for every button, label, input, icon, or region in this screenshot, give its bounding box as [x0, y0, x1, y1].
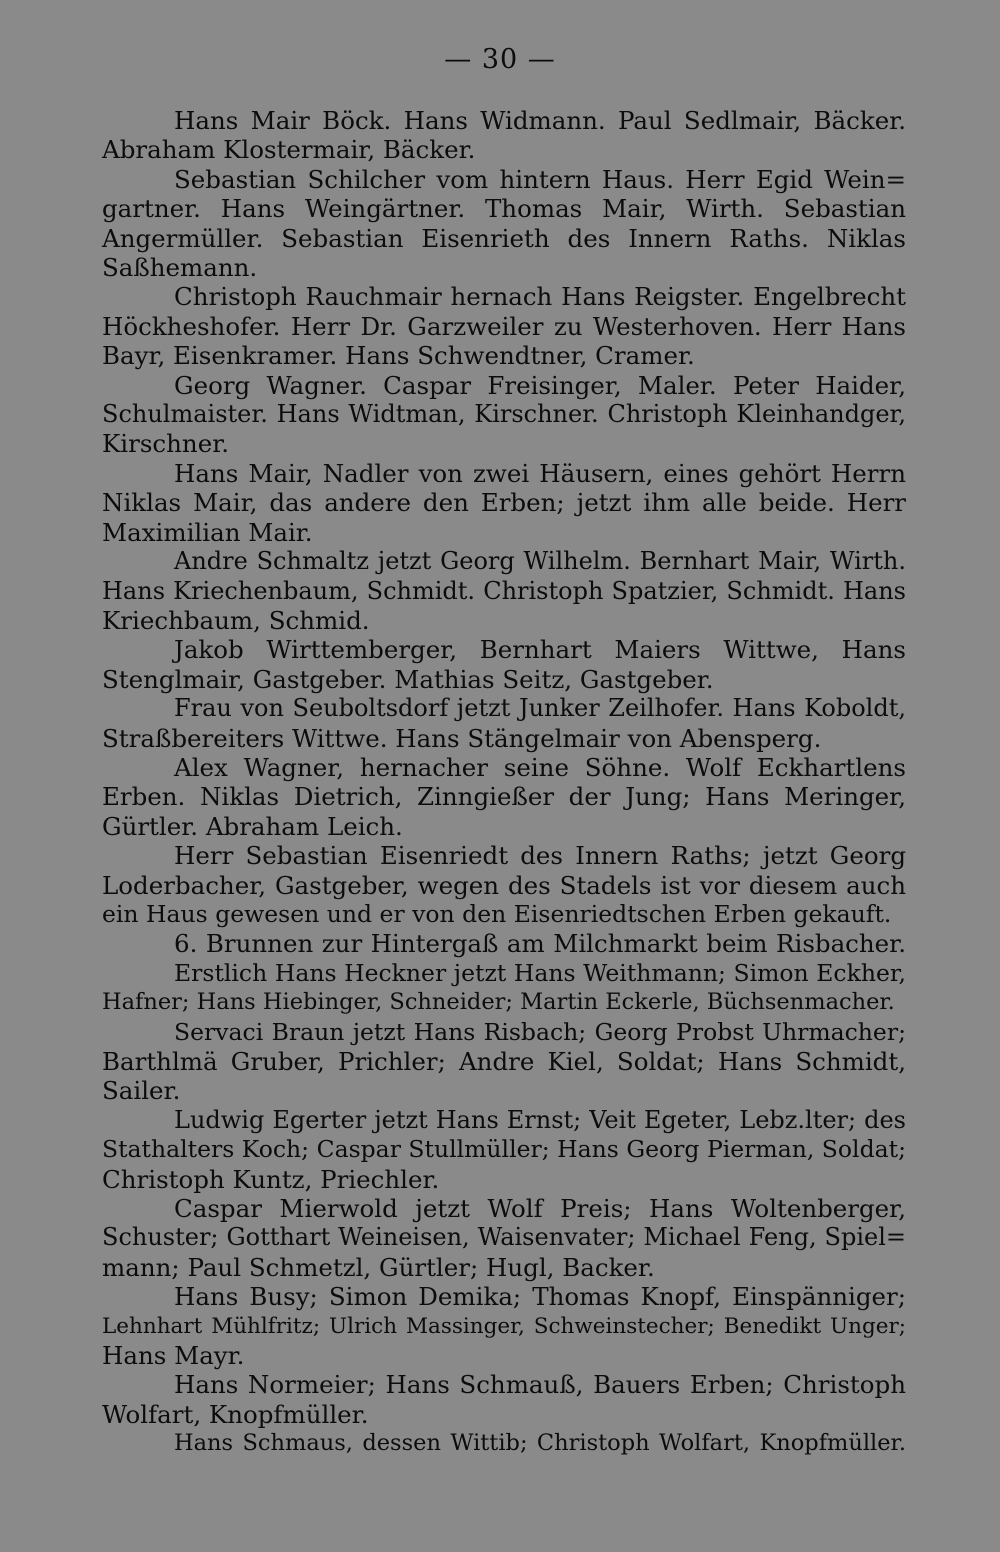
paragraph	[102, 753, 906, 841]
paragraph	[102, 959, 906, 1018]
paragraph	[102, 694, 906, 753]
paragraph	[102, 1282, 906, 1370]
paragraph	[102, 635, 906, 694]
text-line: Erstlich Hans Heckner jetzt Hans Weithmann; Simon Eckher,	[174, 958, 906, 987]
text-line: Kriechbaum, Schmid.	[102, 605, 370, 635]
text-line: Caspar Mierwold jetzt Wolf Preis; Hans Woltenberger,	[174, 1194, 906, 1224]
text-line: Georg Wagner. Caspar Freisinger, Maler. Peter Haider,	[174, 370, 906, 400]
text-line: Loderbacher, Gastgeber, wegen des Stadels ist vor diesem auch	[102, 870, 906, 900]
paragraph	[102, 1370, 906, 1429]
text-line: Hans Mair, Nadler von zwei Häusern, eines gehört Herrn	[174, 458, 906, 488]
paragraph	[102, 1429, 906, 1458]
text-line: Hans Schmaus, dessen Wittib; Christoph Wolfart, Knopfmüller.	[174, 1430, 906, 1457]
paragraph	[102, 459, 906, 547]
text-line: Christoph Kuntz, Priechler.	[102, 1164, 440, 1194]
text-line: Maximilian Mair.	[102, 517, 313, 547]
text-line: Barthlmä Gruber, Prichler; Andre Kiel, Soldat; Hans Schmidt,	[102, 1047, 906, 1076]
text-line: Christoph Rauchmair hernach Hans Reigster. Engelbrecht	[174, 282, 906, 312]
text-line: Herr Sebastian Eisenriedt des Innern Raths; jetzt Georg	[174, 841, 906, 871]
paragraph	[102, 1194, 906, 1282]
text-line: Hans Normeier; Hans Schmauß, Bauers Erben; Christoph	[174, 1370, 906, 1400]
text-line: Sebastian Schilcher vom hintern Haus. Herr Egid Wein=	[174, 164, 906, 194]
text-line: Abraham Klostermair, Bäcker.	[102, 135, 476, 165]
paragraph	[102, 1106, 906, 1194]
paragraph	[102, 547, 906, 635]
text-line: Hans Kriechenbaum, Schmidt. Christoph Spatzier, Schmidt. Hans	[102, 576, 906, 605]
text-line: Stenglmair, Gastgeber. Mathias Seitz, Gastgeber.	[102, 664, 714, 694]
paragraph	[102, 106, 906, 165]
text-line: Hafner; Hans Hiebinger, Schneider; Martin Eckerle, Büchsenmacher.	[102, 989, 895, 1016]
text-line: Frau von Seuboltsdorf jetzt Junker Zeilhofer. Hans Koboldt,	[174, 694, 906, 723]
text-line: Angermüller. Sebastian Eisenrieth des Innern Raths. Niklas	[102, 223, 906, 253]
paragraph	[102, 1018, 906, 1106]
text-line: Hans Mair Böck. Hans Widmann. Paul Sedlmair, Bäcker.	[174, 106, 906, 135]
paragraph	[102, 371, 906, 459]
text-line: Gürtler. Abraham Leich.	[102, 811, 403, 841]
text-line: Ludwig Egerter jetzt Hans Ernst; Veit Egeter, Lebz.lter; des	[174, 1105, 906, 1134]
paragraph	[102, 929, 906, 958]
text-line: Hans Mayr.	[102, 1341, 245, 1371]
paragraph	[102, 841, 906, 929]
page-number: — 30 —	[444, 44, 556, 75]
text-line: 6. Brunnen zur Hintergaß am Milchmarkt beim Risbacher.	[174, 929, 906, 959]
text-line: Erben. Niklas Dietrich, Zinngießer der Jung; Hans Meringer,	[102, 782, 906, 812]
text-line: mann; Paul Schmetzl, Gürtler; Hugl, Backer.	[102, 1252, 655, 1282]
text-line: Saßhemann.	[102, 253, 258, 283]
text-line: Sailer.	[102, 1076, 181, 1106]
text-line: Lehnhart Mühlfritz; Ulrich Massinger, Schweinstecher; Benedikt Unger;	[102, 1313, 906, 1339]
text-line: Stathalters Koch; Caspar Stullmüller; Hans Georg Pierman, Soldat;	[102, 1135, 906, 1164]
text-line: Schulmaister. Hans Widtman, Kirschner. Christoph Kleinhandger,	[102, 400, 906, 429]
text-line: Bayr, Eisenkramer. Hans Schwendtner, Cramer.	[102, 341, 695, 371]
text-line: Niklas Mair, das andere den Erben; jetzt ihm alle beide. Herr	[102, 488, 906, 518]
body-text	[102, 106, 906, 1459]
text-line: Servaci Braun jetzt Hans Risbach; Georg Probst Uhrmacher;	[174, 1017, 906, 1046]
paragraph	[102, 282, 906, 370]
text-line: Alex Wagner, hernacher seine Söhne. Wolf Eckhartlens	[174, 752, 906, 782]
text-line: Hans Busy; Simon Demika; Thomas Knopf, Einspänniger;	[174, 1282, 906, 1312]
text-line: Andre Schmaltz jetzt Georg Wilhelm. Bernhart Mair, Wirth.	[174, 547, 906, 576]
text-line: gartner. Hans Weingärtner. Thomas Mair, Wirth. Sebastian	[102, 194, 906, 224]
text-line: Kirschner.	[102, 429, 230, 459]
text-line: ein Haus gewesen und er von den Eisenriedtschen Erben gekauft.	[102, 899, 892, 928]
text-line: Schuster; Gotthart Weineisen, Waisenvater; Michael Feng, Spiel=	[102, 1223, 906, 1252]
paragraph	[102, 165, 906, 283]
text-line: Wolfart, Knopfmüller.	[102, 1399, 369, 1429]
text-line: Straßbereiters Wittwe. Hans Stängelmair von Abensperg.	[102, 723, 822, 753]
text-line: Höckheshofer. Herr Dr. Garzweiler zu Westerhoven. Herr Hans	[102, 311, 906, 341]
text-line: Jakob Wirttemberger, Bernhart Maiers Wittwe, Hans	[174, 635, 906, 665]
